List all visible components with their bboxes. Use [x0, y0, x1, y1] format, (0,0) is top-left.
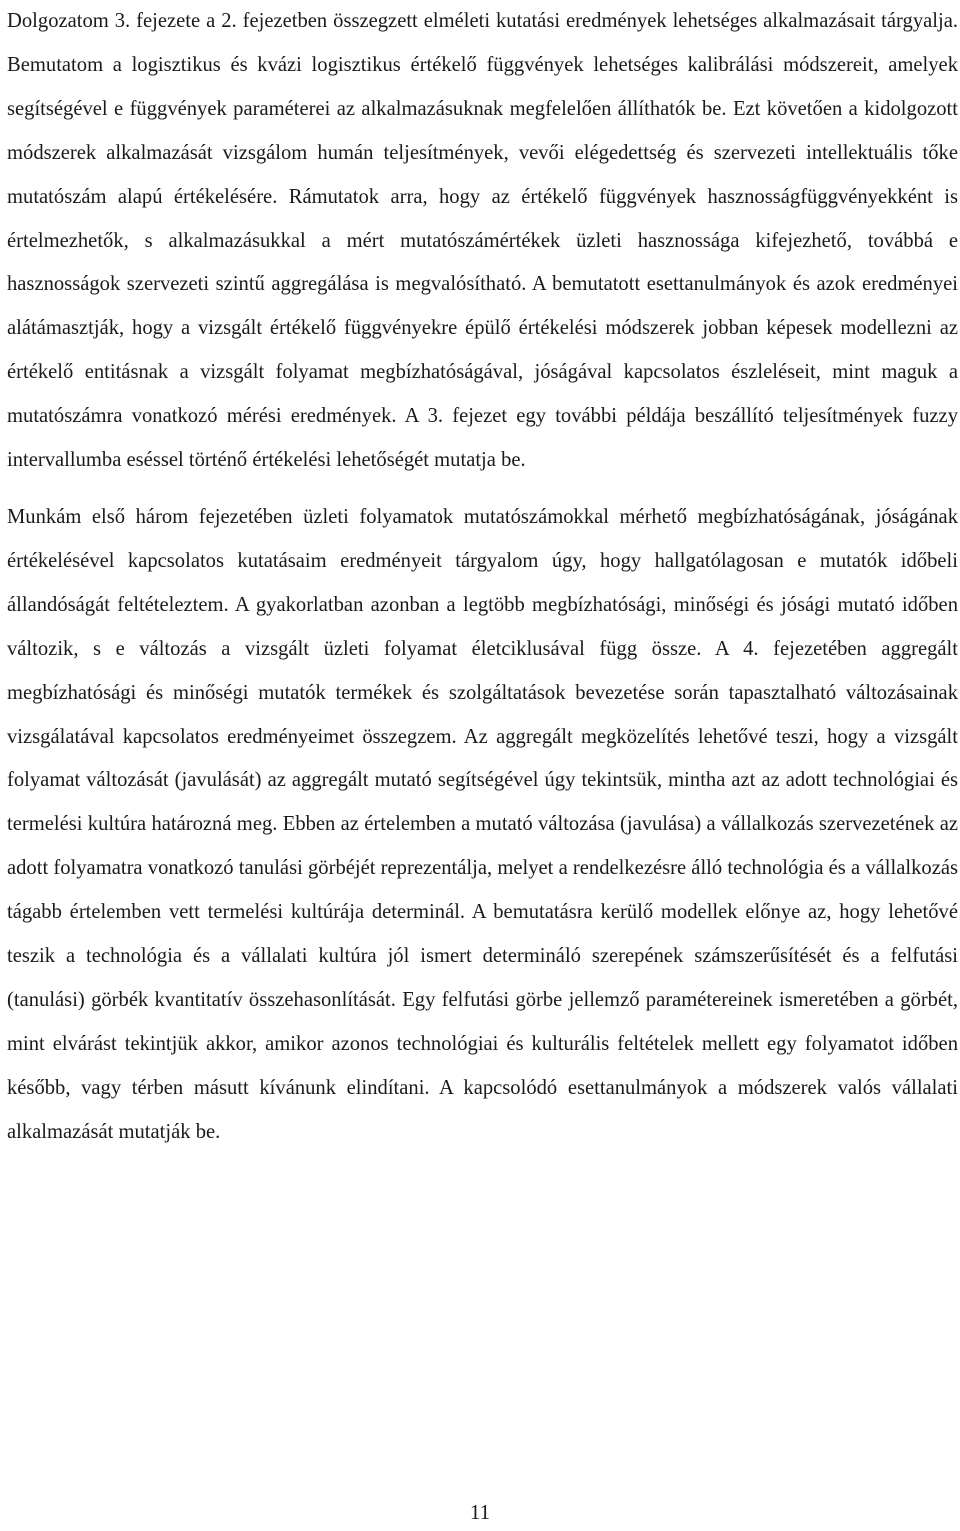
paragraph-chapter-3-summary: Dolgozatom 3. fejezete a 2. fejezetben összegzett elméleti kutatási eredmények lehetséges alkalmazásait tárgyalja. Bemutatom a logisztikus és kvázi logisztikus értékelő függvények lehetséges kalibrálási módszereit, amelyek segítségével e függvények paraméterei az alkalmazásuknak megfelelően állíthatók be. Ezt követően a kidolgozott módszerek alkalmazását vizsgálom humán teljesítmények, vevői elégedettség és szervezeti intellektuális tőke mutatószám alapú értékelésére. Rámutatok arra, hogy az értékelő függvények hasznosságfüggvényekként is értelmezhetők, s alkalmazásukkal a mért mutatószámértékek üzleti hasznossága kifejezhető, továbbá e hasznosságok szervezeti szintű aggregálása is megvalósítható. A bemutatott esettanulmányok és azok eredményei alátámasztják, hogy a vizsgált értékelő függvényekre épülő értékelési módszerek jobban képesek modellezni az értékelő entitásnak a vizsgált folyamat megbízhatóságával, jóságával kapcsolatos észleléseit, mint maguk a mutatószámra vonatkozó mérési eredmények. A 3. fejezet egy további példája beszállító teljesítmények fuzzy intervallumba eséssel történő értékelési lehetőségét mutatja be.	[7, 10, 958, 472]
document-page	[7, 0, 958, 1155]
page-number: 11	[469, 1500, 491, 1524]
paragraph-chapter-1-4-summary: Munkám első három fejezetében üzleti folyamatok mutatószámokkal mérhető megbízhatóságának, jóságának értékelésével kapcsolatos kutatásaim eredményeit tárgyalom úgy, hogy hallgatólagosan e mutatók időbeli állandóságát feltételeztem. A gyakorlatban azonban a legtöbb megbízhatósági, minőségi és jósági mutató időben változik, s e változás a vizsgált üzleti folyamat életciklusával függ össze. A 4. fejezetében aggregált megbízhatósági és minőségi mutatók termékek és szolgáltatások bevezetése során tapasztalható változásainak vizsgálatával kapcsolatos eredményeimet összegzem. Az aggregált megközelítés lehetővé teszi, hogy a vizsgált folyamat változását (javulását) az aggregált mutató segítségével úgy tekintsük, mintha azt az adott technológiai és termelési kultúra határozná meg. Ebben az értelemben a mutató változása (javulása) a vállalkozás szervezetének az adott folyamatra vonatkozó tanulási görbéjét reprezentálja, melyet a rendelkezésre álló technológia és a vállalkozás tágabb értelemben vett termelési kultúrája determinál. A bemutatásra kerülő modellek előnye az, hogy lehetővé teszik a technológia és a vállalati kultúra jól ismert determináló szerepének számszerűsítését és a felfutási (tanulási) görbék kvantitatív összehasonlítását. Egy felfutási görbe jellemző paramétereinek ismeretében a görbét, mint elvárást tekintjük akkor, amikor azonos technológiai és kulturális feltételek mellett egy folyamatot időben később, vagy térben másutt kívánunk elindítani. A kapcsolódó esettanulmányok a módszerek valós vállalati alkalmazását mutatják be.	[7, 505, 958, 1143]
